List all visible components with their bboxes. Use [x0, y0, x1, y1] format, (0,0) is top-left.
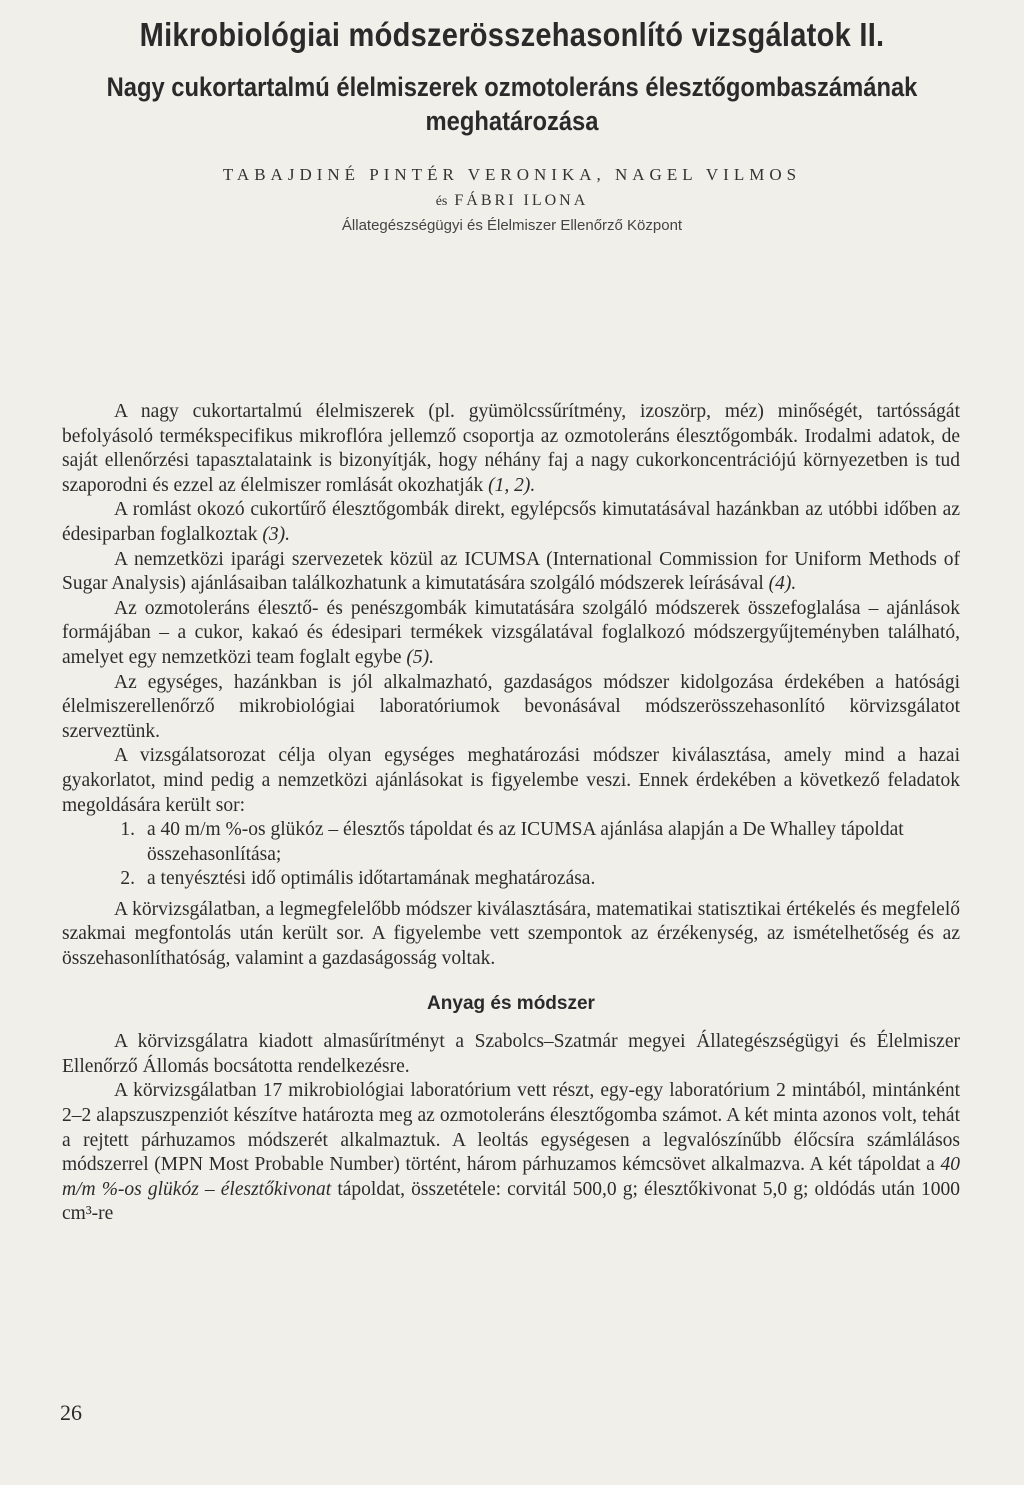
authors-conjunction: és	[435, 194, 448, 209]
paragraph: A vizsgálatsorozat célja olyan egységes meghatározási módszer kiválasztása, amely mind a hazai gyakorlatot, mind pedig a nemzetközi ajánlásokat is figyelembe veszi. Ennek érdekében a következő feladatok megoldására került sor:	[62, 745, 960, 816]
list-number: 1.	[120, 819, 135, 841]
reference: (3).	[262, 523, 290, 545]
list-text: a tenyésztési idő optimális időtartamának meghatározása.	[147, 868, 596, 890]
page-number: 26	[60, 1400, 82, 1425]
page-subtitle: Nagy cukortartalmú élelmiszerek ozmotoleráns élesztőgombaszámának meghatározása	[106, 72, 918, 136]
list-text: a 40 m/m %-os glükóz – élesztős tápoldat és az ICUMSA ajánlása alapján a De Whalley tápoldat összehasonlítása;	[147, 819, 904, 865]
paragraph-text: A romlást okozó cukortűrő élesztőgombák direkt, egylépcsős kimutatásával hazánkban az utóbbi időben az édesiparban foglalkoztak	[62, 499, 960, 545]
paragraph	[62, 1079, 960, 1227]
reference: (1, 2).	[488, 474, 536, 496]
paragraph-text: Az ozmotoleráns élesztő- és penészgombák kimutatására szolgáló módszerek összefoglalása – ajánlások formájában – a cukor, kakaó és édesipari termékek vizsgálatával foglalkozó módszergyűjteményben található, amelyet egy nemzetközi team foglalt egybe	[62, 597, 960, 668]
paragraph: A körvizsgálatban, a legmegfelelőbb módszer kiválasztására, matematikai statisztikai értékelés és megfelelő szakmai megfontolás után került sor. A figyelembe vett szempontok az érzékenység, az ismételhetőség és az összehasonlíthatóság, valamint a gazdaságosság voltak.	[62, 898, 960, 970]
affiliation: Állategészségügyi és Élelmiszer Ellenőrző Központ	[341, 217, 683, 234]
paragraph-text: A nemzetközi iparági szervezetek közül az ICUMSA (International Commission for Uniform Methods of Sugar Analysis) ajánlásaiban találkozhatunk a kimutatására szolgáló módszerek leírásával	[62, 548, 960, 595]
paragraph-text: A nagy cukortartalmú élelmiszerek (pl. gyümölcssűrítmény, izoszörp, méz) minőségét, tartósságát befolyásoló termékspecifikus mikroflóra jellemző csoportja az ozmotoleráns élesztőgombák. Irodalmi adatok, de saját ellenőrzési tapasztalataink is bizonyítják, hogy néhány faj a nagy cukorkoncentrációjú környezetben is tud szaporodni és ezzel az élelmiszer romlását okozhatják	[62, 401, 960, 496]
list-item	[62, 818, 960, 867]
section-heading: Anyag és módszer	[427, 992, 595, 1014]
paragraph	[62, 498, 960, 547]
authors-line-2	[0, 192, 1024, 210]
paragraph: A körvizsgálatra kiadott almasűrítményt a Szabolcs–Szatmár megyei Állategészségügyi és Élelmiszer Ellenőrző Állomás bocsátotta rendelkezésre.	[62, 1031, 960, 1077]
paragraph-text: tápoldat, összetétele: corvitál 500,0 g; élesztőkivonat 5,0 g; oldódás után 1000 cm³-re	[62, 1178, 960, 1225]
paragraph	[62, 597, 960, 671]
paragraph	[62, 400, 960, 498]
reference: (4).	[768, 573, 797, 595]
authors-line-2-name: FÁBRI ILONA	[454, 192, 589, 209]
paragraph: Az egységes, hazánkban is jól alkalmazható, gazdaságos módszer kidolgozása érdekében a hatósági élelmiszerellenőrző mikrobiológiai laboratóriumok bevonásával módszerösszehasonlító körvizsgálatot szerveztünk.	[62, 671, 960, 742]
italic-term: 40 m/m %-os glükóz – élesztőkivonat	[62, 1154, 961, 1200]
list-item	[62, 867, 960, 892]
reference: (5).	[406, 646, 434, 668]
page-title: Mikrobiológiai módszerösszehasonlító vizsgálatok II.	[139, 16, 885, 53]
article-body	[62, 400, 960, 1227]
paragraph-text: A körvizsgálatban 17 mikrobiológiai laboratórium vett részt, egy-egy laboratórium 2 mintából, mintánként 2–2 alapszuszpenziót készítve határozta meg az ozmotoleráns élesztőgomba számot. A két minta azonos volt, tehát a rejtett párhuzamos módszerét alkalmaztuk. A leoltás egységesen a legvalószínűbb élőcsíra számlálásos módszerrel (MPN Most Probable Number) történt, három párhuzamos kémcsövet alkalmazva. A két tápoldat a	[62, 1080, 960, 1176]
list-number: 2.	[120, 868, 135, 890]
paragraph	[62, 548, 960, 597]
authors-line-1: TABAJDINÉ PINTÉR VERONIKA, NAGEL VILMOS	[222, 165, 802, 184]
